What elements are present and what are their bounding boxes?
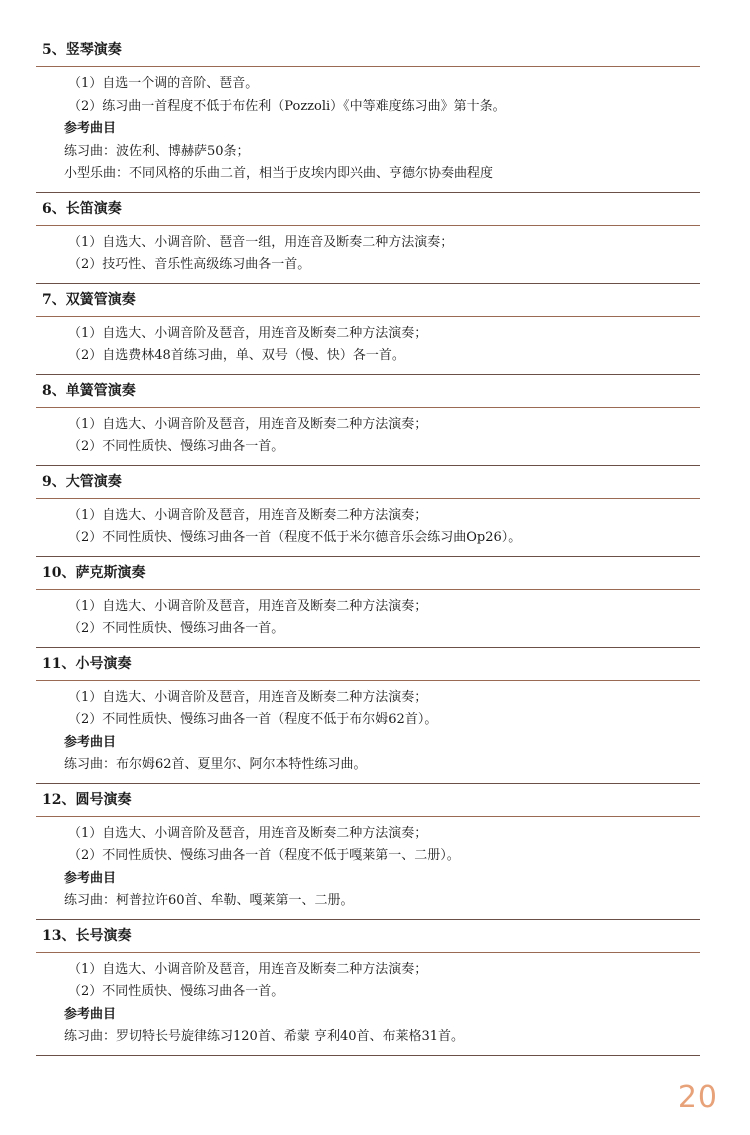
section-title: 5、竖琴演奏 xyxy=(36,34,700,67)
reference-heading: 参考曲目 xyxy=(64,870,117,886)
reference-text: 小型乐曲：不同风格的乐曲二首，相当于皮埃内即兴曲、亨德尔协奏曲程度 xyxy=(64,166,494,181)
requirement-item: （1）自选大、小调音阶及琶音，用连音及断奏二种方法演奏； xyxy=(68,416,428,432)
requirement-item: （2）不同性质快、慢练习曲各一首（程度不低于布尔姆62首）。 xyxy=(68,712,438,727)
section xyxy=(36,920,700,1056)
page-number: 20 xyxy=(677,1080,718,1115)
reference-text: 练习曲：罗切特长号旋律练习120首、希蒙 亨利40首、布莱格31首。 xyxy=(64,1029,465,1044)
section-body xyxy=(36,317,700,375)
requirement-item: （1）自选大、小调音阶及琶音，用连音及断奏二种方法演奏； xyxy=(68,507,428,523)
section-body xyxy=(36,817,700,920)
requirement-item: （1）自选一个调的音阶、琶音。 xyxy=(68,76,259,91)
requirement-item: （2）练习曲一首程度不低于布佐利（Pozzoli）《中等难度练习曲》第十条。 xyxy=(68,98,506,114)
section-body xyxy=(36,590,700,648)
requirement-item: （2）不同性质快、慢练习曲各一首（程度不低于嘎莱第一、二册）。 xyxy=(68,848,460,863)
section-body xyxy=(36,408,700,466)
section-title: 9、大管演奏 xyxy=(36,466,700,499)
requirement-item: （1）自选大、小调音阶及琶音，用连音及断奏二种方法演奏； xyxy=(68,825,428,841)
requirement-item: （2）不同性质快、慢练习曲各一首。 xyxy=(68,621,285,636)
reference-text: 练习曲：柯普拉许60首、牟勒、嘎莱第一、二册。 xyxy=(64,893,354,908)
section-body xyxy=(36,499,700,557)
requirement-item: （2）不同性质快、慢练习曲各一首。 xyxy=(68,439,285,454)
requirement-item: （2）自选费林48首练习曲，单、双号（慢、快）各一首。 xyxy=(68,348,405,363)
reference-heading: 参考曲目 xyxy=(64,1006,117,1022)
section-title: 7、双簧管演奏 xyxy=(36,284,700,317)
section-body xyxy=(36,67,700,193)
section xyxy=(36,284,700,375)
section xyxy=(36,784,700,920)
section-title: 8、单簧管演奏 xyxy=(36,375,700,408)
reference-heading: 参考曲目 xyxy=(64,734,117,750)
section-body xyxy=(36,226,700,284)
section xyxy=(36,193,700,284)
section xyxy=(36,648,700,784)
requirement-item: （1）自选大、小调音阶及琶音，用连音及断奏二种方法演奏； xyxy=(68,325,428,341)
requirement-item: （1）自选大、小调音阶、琶音一组，用连音及断奏二种方法演奏； xyxy=(68,234,454,250)
section xyxy=(36,34,700,193)
section xyxy=(36,466,700,557)
reference-text: 练习曲：布尔姆62首、夏里尔、阿尔本特性练习曲。 xyxy=(64,757,367,772)
section-title: 10、萨克斯演奏 xyxy=(36,557,700,590)
requirement-item: （1）自选大、小调音阶及琶音，用连音及断奏二种方法演奏； xyxy=(68,689,428,705)
requirement-item: （2）技巧性、音乐性高级练习曲各一首。 xyxy=(68,257,311,272)
section-title: 11、小号演奏 xyxy=(36,648,700,681)
reference-heading: 参考曲目 xyxy=(64,121,117,136)
requirement-item: （2）不同性质快、慢练习曲各一首。 xyxy=(68,984,285,999)
requirement-item: （1）自选大、小调音阶及琶音，用连音及断奏二种方法演奏； xyxy=(68,961,428,977)
section xyxy=(36,375,700,466)
requirement-item: （1）自选大、小调音阶及琶音，用连音及断奏二种方法演奏； xyxy=(68,598,428,614)
section-title: 6、长笛演奏 xyxy=(36,193,700,226)
section-body xyxy=(36,681,700,784)
section-title: 12、圆号演奏 xyxy=(36,784,700,817)
requirement-item: （2）不同性质快、慢练习曲各一首（程度不低于米尔德音乐会练习曲Op26）。 xyxy=(68,530,522,545)
reference-text: 练习曲：波佐利、博赫萨50条； xyxy=(64,143,250,159)
section-title: 13、长号演奏 xyxy=(36,920,700,953)
section-body xyxy=(36,953,700,1056)
document-body xyxy=(36,34,700,1056)
section xyxy=(36,557,700,648)
